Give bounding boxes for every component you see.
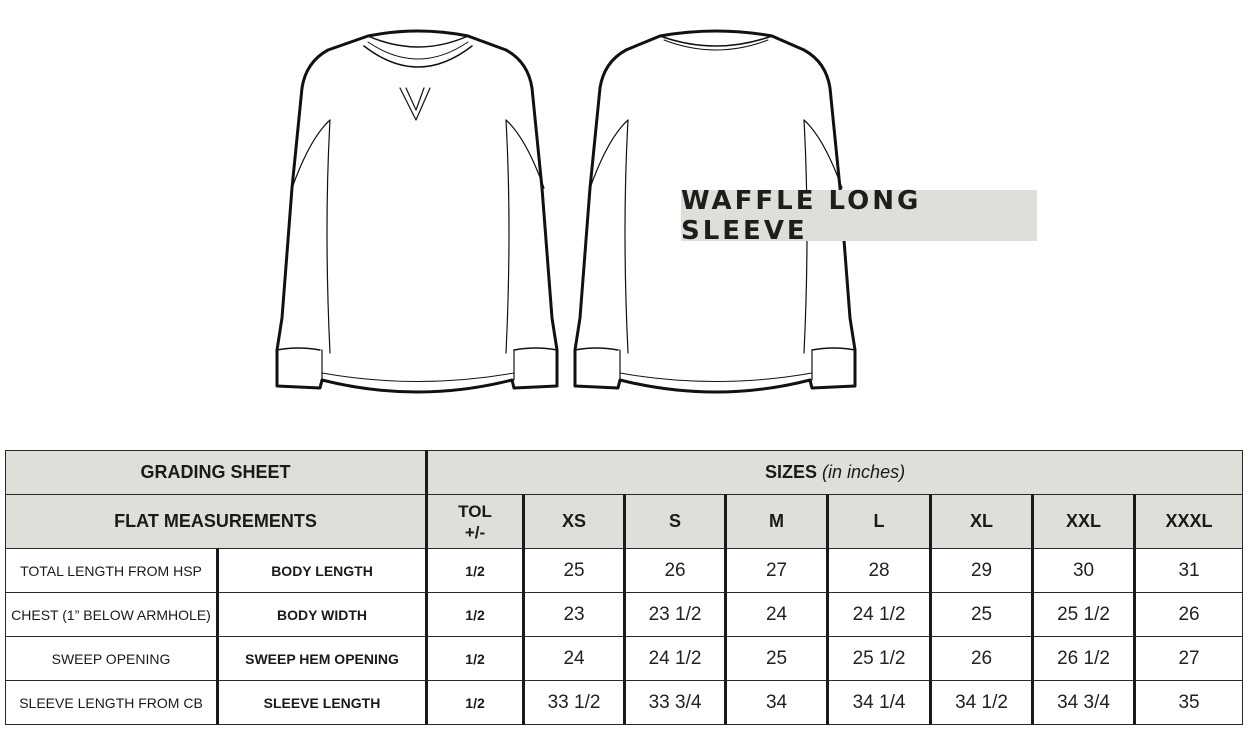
- size-header: L: [828, 495, 931, 549]
- size-value: 25: [931, 593, 1033, 637]
- tolerance-value: 1/2: [427, 637, 524, 681]
- table-row: [6, 637, 1243, 681]
- measure-point: SLEEVE LENGTH FROM CB: [6, 681, 218, 725]
- measure-name: BODY LENGTH: [218, 549, 427, 593]
- size-value: 34 1/2: [931, 681, 1033, 725]
- size-value: 26 1/2: [1033, 637, 1135, 681]
- sweatshirt-front-icon: [270, 28, 566, 408]
- size-value: 25: [726, 637, 828, 681]
- size-value: 31: [1135, 549, 1243, 593]
- size-value: 24 1/2: [625, 637, 726, 681]
- size-header: XXL: [1033, 495, 1135, 549]
- size-value: 24: [726, 593, 828, 637]
- size-value: 24: [524, 637, 625, 681]
- measure-name: BODY WIDTH: [218, 593, 427, 637]
- size-value: 23 1/2: [625, 593, 726, 637]
- size-value: 27: [1135, 637, 1243, 681]
- size-value: 25: [524, 549, 625, 593]
- size-value: 34 3/4: [1033, 681, 1135, 725]
- table-row: [6, 593, 1243, 637]
- sizes-header: [427, 451, 1243, 495]
- tolerance-value: 1/2: [427, 549, 524, 593]
- tol-line-1: TOL: [458, 501, 492, 521]
- measure-point: SWEEP OPENING: [6, 637, 218, 681]
- size-value: 27: [726, 549, 828, 593]
- size-header: XL: [931, 495, 1033, 549]
- size-value: 30: [1033, 549, 1135, 593]
- tolerance-header: [427, 495, 524, 549]
- measure-point: CHEST (1” BELOW ARMHOLE): [6, 593, 218, 637]
- size-value: 26: [931, 637, 1033, 681]
- grading-sheet-header: GRADING SHEET: [6, 451, 427, 495]
- measure-point: TOTAL LENGTH FROM HSP: [6, 549, 218, 593]
- size-header: XS: [524, 495, 625, 549]
- size-value: 24 1/2: [828, 593, 931, 637]
- tolerance-value: 1/2: [427, 681, 524, 725]
- product-title: WAFFLE LONG SLEEVE: [681, 190, 1037, 241]
- table-row: [6, 681, 1243, 725]
- size-header: S: [625, 495, 726, 549]
- size-value: 26: [625, 549, 726, 593]
- table-row: [6, 549, 1243, 593]
- size-header: XXXL: [1135, 495, 1243, 549]
- measure-name: SLEEVE LENGTH: [218, 681, 427, 725]
- size-value: 34: [726, 681, 828, 725]
- grading-table: [5, 450, 1243, 725]
- measure-name: SWEEP HEM OPENING: [218, 637, 427, 681]
- size-value: 35: [1135, 681, 1243, 725]
- tol-line-2: +/-: [464, 522, 486, 542]
- size-value: 25 1/2: [828, 637, 931, 681]
- size-value: 28: [828, 549, 931, 593]
- sizes-label: SIZES: [765, 462, 818, 482]
- size-value: 25 1/2: [1033, 593, 1135, 637]
- sizes-unit: (in inches): [822, 462, 906, 482]
- size-value: 23: [524, 593, 625, 637]
- size-value: 29: [931, 549, 1033, 593]
- size-header: M: [726, 495, 828, 549]
- size-value: 26: [1135, 593, 1243, 637]
- tolerance-value: 1/2: [427, 593, 524, 637]
- size-value: 34 1/4: [828, 681, 931, 725]
- size-value: 33 1/2: [524, 681, 625, 725]
- flat-measurements-header: FLAT MEASUREMENTS: [6, 495, 427, 549]
- size-value: 33 3/4: [625, 681, 726, 725]
